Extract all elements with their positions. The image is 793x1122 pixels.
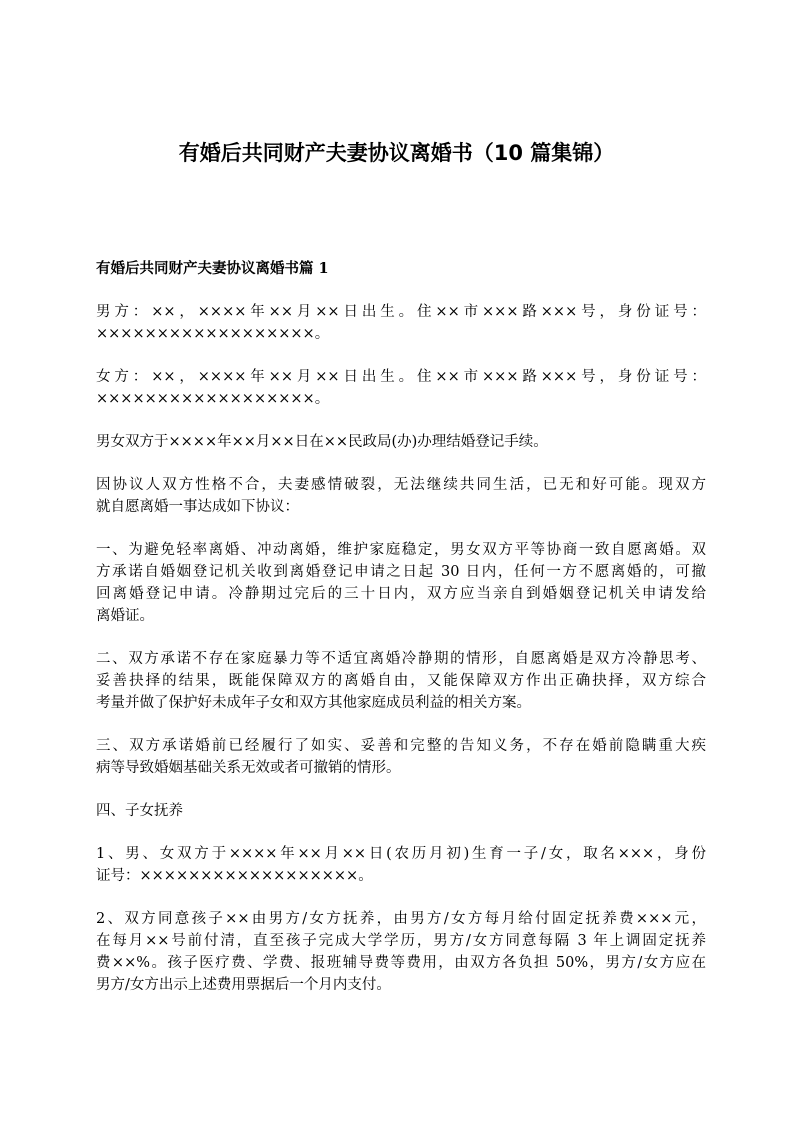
paragraph	[96, 301, 706, 345]
paragraph-line: 三、双方承诺婚前已经履行了如实、妥善和完整的告知义务，不存在婚前隐瞒重大疾	[96, 738, 706, 754]
paragraph-line: 考量并做了保护好未成年子女和双方其他家庭成员利益的相关方案。	[96, 695, 531, 711]
paragraph	[96, 366, 706, 410]
paragraph-line: 妥善抉择的结果，既能保障双方的离婚自由，又能保障双方作出正确抉择，双方综合	[96, 673, 706, 689]
paragraph-line: 费××%。孩子医疗费、学费、报班辅导费等费用，由双方各负担 50%，男方/女方应在	[96, 955, 706, 971]
paragraph-line: 男女双方于××××年××月××日在××民政局(办)办理结婚登记手续。	[96, 434, 548, 450]
paragraph-line: 一、为避免轻率离婚、冲动离婚，维护家庭稳定，男女双方平等协商一致自愿离婚。双	[96, 542, 706, 558]
paragraph-line: 因协议人双方性格不合，夫妻感情破裂，无法继续共同生活，已无和好可能。现双方	[96, 477, 706, 493]
paragraph-line: 方承诺自婚姻登记机关收到离婚登记申请之日起 30 日内，任何一方不愿离婚的，可撤	[96, 564, 706, 580]
paragraph-line: 2、双方同意孩子××由男方/女方抚养，由男方/女方每月给付固定抚养费×××元，	[96, 911, 706, 927]
paragraph-line: 在每月××号前付清，直至孩子完成大学学历，男方/女方同意每隔 3 年上调固定抚养	[96, 933, 706, 949]
section-heading: 有婚后共同财产夫妻协议离婚书篇 1	[96, 260, 329, 277]
paragraph-line: ××××××××××××××××××。	[96, 391, 330, 407]
paragraph	[96, 474, 706, 518]
paragraph-line: 就自愿离婚一事达成如下协议：	[96, 499, 299, 515]
paragraph-line: 二、双方承诺不存在家庭暴力等不适宜离婚冷静期的情形，自愿离婚是双方冷静思考、	[96, 651, 706, 667]
paragraph-line: ××××××××××××××××××。	[96, 326, 330, 342]
paragraph-line: 男方/女方出示上述费用票据后一个月内支付。	[96, 977, 391, 993]
paragraph-line: 1、男、女双方于××××年××月××日(农历月初)生育一子/女，取名×××，身份	[96, 846, 706, 862]
paragraph-line: 回离婚登记申请。冷静期过完后的三十日内，双方应当亲自到婚姻登记机关申请发给	[96, 586, 706, 602]
paragraph	[96, 431, 706, 453]
paragraph-list	[96, 301, 706, 996]
paragraph-line: 四、子女抚养	[96, 803, 183, 819]
paragraph-line: 女方：××，××××年××月××日出生。住××市×××路×××号，身份证号：	[96, 369, 706, 385]
paragraph-line: 离婚证。	[96, 608, 154, 624]
paragraph	[96, 800, 706, 822]
paragraph	[96, 648, 706, 714]
page-title: 有婚后共同财产夫妻协议离婚书（10 篇集锦）	[178, 141, 615, 165]
paragraph-line: 病等导致婚姻基础关系无效或者可撤销的情形。	[96, 760, 401, 776]
paragraph	[96, 843, 706, 887]
paragraph	[96, 735, 706, 779]
paragraph	[96, 539, 706, 627]
paragraph	[96, 908, 706, 996]
paragraph-line: 证号：××××××××××××××××××。	[96, 868, 373, 884]
document-body	[96, 258, 706, 1017]
paragraph-line: 男方：××，××××年××月××日出生。住××市×××路×××号，身份证号：	[96, 304, 706, 320]
